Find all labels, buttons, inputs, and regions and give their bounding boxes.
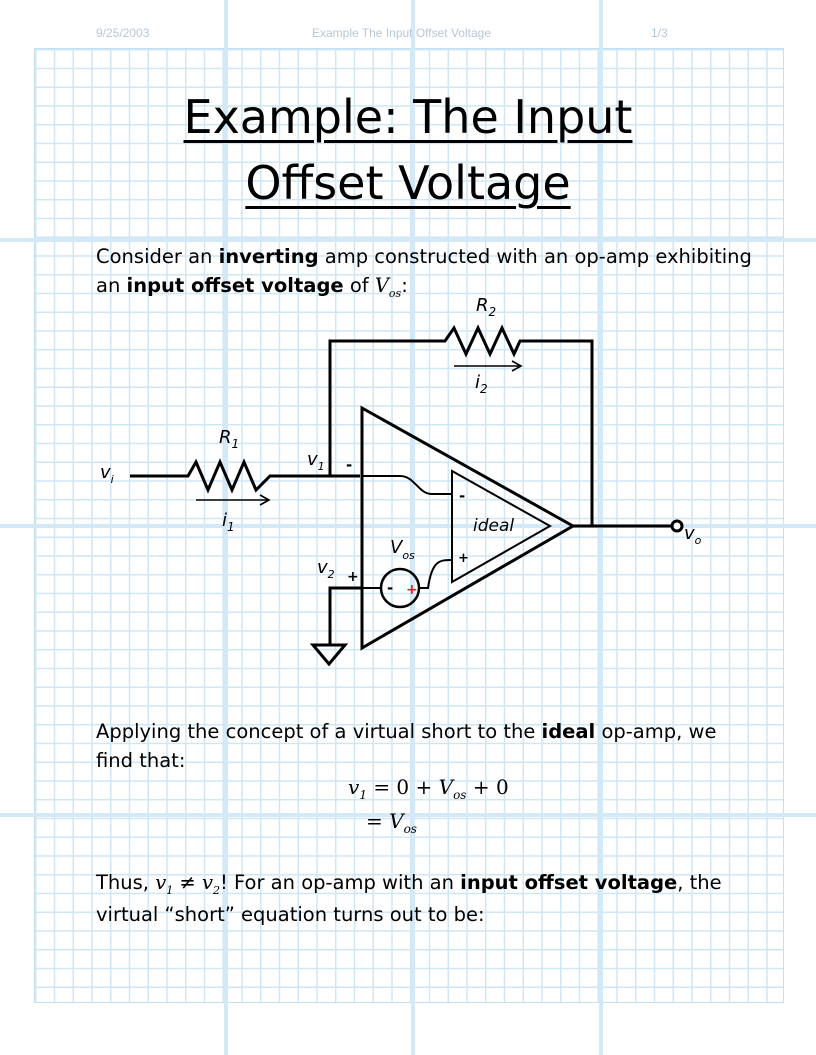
header-page-number: 1/3 [651, 26, 668, 40]
inner-minus-sign: - [459, 487, 466, 505]
v2-label: $v_2$ [317, 557, 335, 581]
i2-arrow [454, 361, 521, 371]
inner-plus-sign: + [458, 551, 469, 566]
vi-label: $v_i$ [100, 462, 114, 486]
intro-var: V [374, 274, 389, 297]
r2-label: $R_2$ [476, 295, 497, 319]
outer-plus-sign: + [347, 569, 359, 585]
i1-arrow [196, 495, 269, 505]
equation-line-2: = $V_{os}$ [366, 809, 417, 836]
intro-bold-offset: input offset voltage [126, 274, 344, 297]
header-date: 9/25/2003 [96, 26, 150, 40]
source-minus-sign: - [387, 579, 394, 597]
applying-bold-ideal: ideal [541, 720, 596, 743]
applying-text-2: op-amp, we find that: [96, 720, 717, 772]
source-plus-sign: + [406, 582, 418, 598]
v1-label: $v_1$ [307, 449, 325, 473]
i1-label: $i_1$ [222, 510, 235, 534]
intro-text-2: amp constructed with an op-amp exhibiting an [96, 245, 752, 297]
outer-opamp-triangle [362, 408, 573, 648]
applying-paragraph [96, 717, 756, 775]
vo-label: $v_o$ [684, 523, 702, 547]
title-line-1: Example: The Input [183, 90, 633, 144]
output-terminal [672, 521, 682, 531]
ground-symbol [313, 645, 345, 664]
equation-line-1: $v_1 = 0 + V_{os} + 0$ [348, 775, 509, 802]
title-line-2: Offset Voltage [245, 156, 571, 210]
applying-text-1: Applying the concept of a virtual short to the [96, 720, 542, 743]
input-wire [130, 462, 360, 490]
thus-bold-offset: input offset voltage [460, 871, 678, 894]
v2-wire [330, 588, 362, 645]
source-wire-right [420, 560, 452, 588]
i2-label: $i_2$ [475, 372, 488, 396]
vos-label: $V_{os}$ [390, 537, 415, 562]
r1-label: $R_1$ [219, 427, 240, 451]
ideal-label: ideal [473, 516, 515, 536]
intro-var-sub: os [388, 287, 402, 300]
intro-text-1: Consider an [96, 245, 219, 268]
header-title: Example The Input Offset Voltage [312, 26, 492, 40]
intro-text-4: : [401, 274, 408, 297]
intro-text-3: of [343, 274, 375, 297]
outer-minus-sign: - [346, 456, 353, 474]
inverting-internal-wire [362, 476, 452, 494]
thus-paragraph: Thus, $v_1 \ne v_2$! For an op-amp with an input offset voltage, the virtual “short” equation turns out to be: [96, 871, 722, 926]
intro-bold-inverting: inverting [218, 245, 319, 268]
